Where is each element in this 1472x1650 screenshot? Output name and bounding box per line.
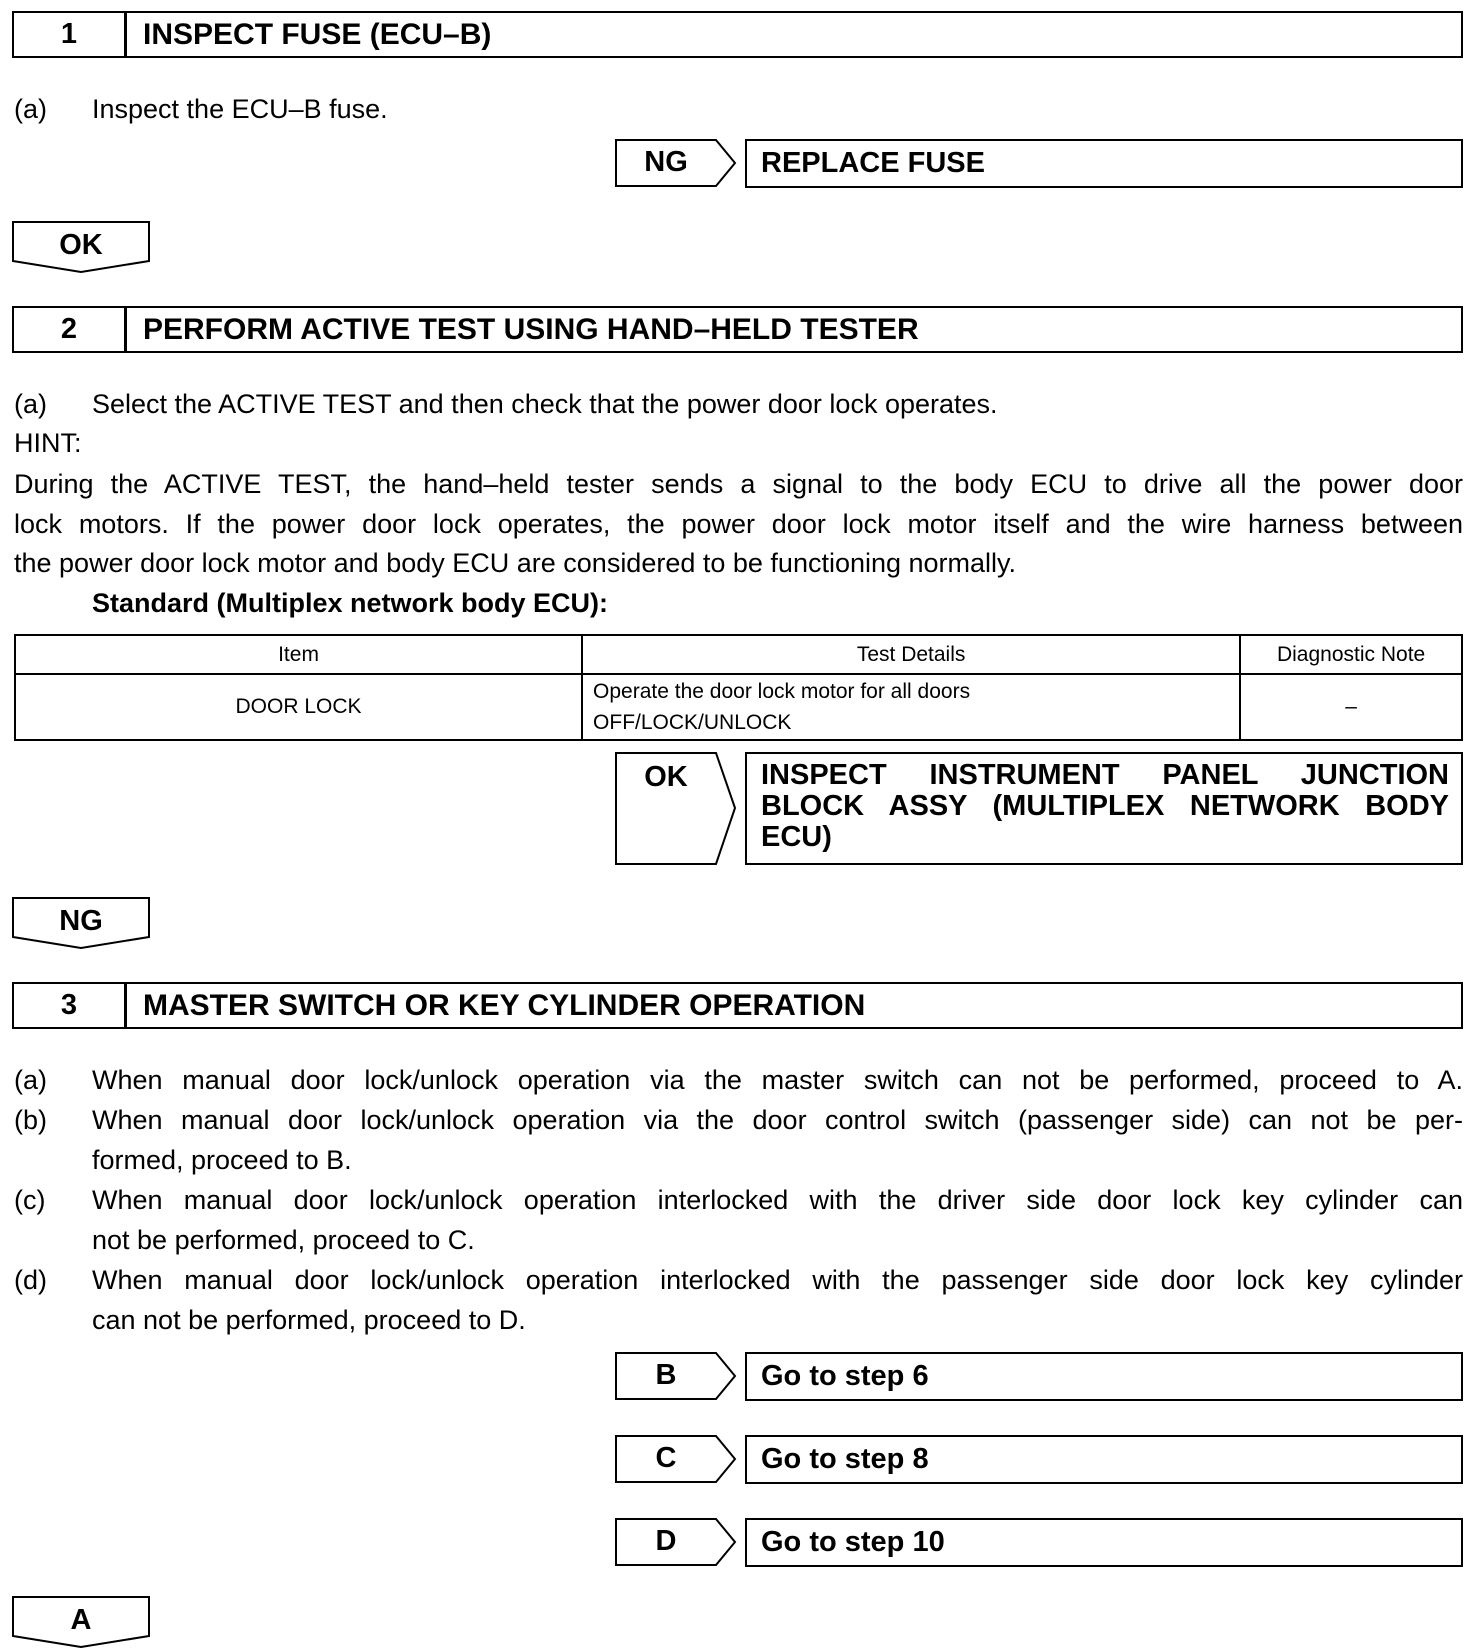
branch-label: D <box>655 1525 677 1557</box>
step-2-header <box>12 306 1463 353</box>
result-line: INSPECT INSTRUMENT PANEL JUNCTION <box>761 759 1449 791</box>
table-cell-details <box>582 674 1240 740</box>
item-line: formed, proceed to B. <box>92 1145 352 1175</box>
b-branch-arrow[interactable] <box>615 1352 737 1400</box>
details-line: Operate the door lock motor for all doors <box>593 680 971 703</box>
ok-branch-arrow[interactable] <box>12 221 150 273</box>
item-label: (d) <box>14 1265 47 1295</box>
table-row <box>15 674 1462 740</box>
item-line: When manual door lock/unlock operation interlocked with the driver side door lock key cylinder can <box>92 1185 1463 1215</box>
item-line: not be performed, proceed to C. <box>92 1225 475 1255</box>
go-to-step-10-result[interactable] <box>745 1518 1463 1567</box>
inspect-junction-block-result[interactable] <box>745 752 1463 865</box>
result-text: Go to step 6 <box>761 1360 929 1392</box>
ng-branch-arrow[interactable] <box>12 897 150 949</box>
hint-line: During the ACTIVE TEST, the hand–held tester sends a signal to the body ECU to drive all the power door <box>14 469 1463 499</box>
item-label: (b) <box>14 1105 47 1135</box>
standard-table <box>14 634 1463 741</box>
branch-label: A <box>70 1604 92 1636</box>
result-text: Go to step 10 <box>761 1526 945 1558</box>
c-branch-arrow[interactable] <box>615 1435 737 1483</box>
step-title: INSPECT FUSE (ECU–B) <box>143 17 492 51</box>
go-to-step-8-result[interactable] <box>745 1435 1463 1484</box>
ng-branch-arrow[interactable] <box>615 139 737 187</box>
item-line: When manual door lock/unlock operation via the master switch can not be performed, proceed to A. <box>92 1065 1463 1095</box>
ok-branch-arrow[interactable] <box>615 752 737 865</box>
hint-label: HINT: <box>14 428 82 458</box>
result-line: BLOCK ASSY (MULTIPLEX NETWORK BODY <box>761 790 1449 822</box>
table-header-cell: Diagnostic Note <box>1240 635 1462 674</box>
branch-label: OK <box>59 229 103 261</box>
table-header-cell: Item <box>15 635 582 674</box>
details-line: OFF/LOCK/UNLOCK <box>593 711 792 734</box>
replace-fuse-result[interactable] <box>745 139 1463 188</box>
step-1-header <box>12 11 1463 58</box>
step-number: 3 <box>14 984 127 1027</box>
step-3-header <box>12 982 1463 1029</box>
step-number: 2 <box>14 308 127 351</box>
item-text: Select the ACTIVE TEST and then check that the power door lock operates. <box>92 389 998 419</box>
item-label: (a) <box>14 1065 47 1095</box>
step-title: PERFORM ACTIVE TEST USING HAND–HELD TESTER <box>143 312 919 346</box>
table-header-row <box>15 635 1462 674</box>
branch-label: C <box>655 1442 677 1474</box>
hint-line: lock motors. If the power door lock operates, the power door lock motor itself and the wire harness between <box>14 509 1463 539</box>
standard-label: Standard (Multiplex network body ECU): <box>92 588 609 618</box>
table-header-cell: Test Details <box>582 635 1240 674</box>
result-line: ECU) <box>761 821 832 853</box>
step-number: 1 <box>14 13 127 56</box>
branch-label: NG <box>644 146 688 178</box>
step-title: MASTER SWITCH OR KEY CYLINDER OPERATION <box>143 988 866 1022</box>
item-line: can not be performed, proceed to D. <box>92 1305 526 1335</box>
item-line: When manual door lock/unlock operation via the door control switch (passenger side) can not be per- <box>92 1105 1463 1135</box>
item-label: (a) <box>14 94 47 124</box>
hint-line: the power door lock motor and body ECU are considered to be functioning normally. <box>14 548 1017 578</box>
item-text: Inspect the ECU–B fuse. <box>92 94 388 124</box>
branch-label: NG <box>59 905 103 937</box>
d-branch-arrow[interactable] <box>615 1518 737 1566</box>
branch-label: B <box>655 1359 677 1391</box>
a-branch-arrow[interactable] <box>12 1596 150 1648</box>
item-label: (c) <box>14 1185 46 1215</box>
go-to-step-6-result[interactable] <box>745 1352 1463 1401</box>
item-line: When manual door lock/unlock operation interlocked with the passenger side door lock key cylinder <box>92 1265 1463 1295</box>
table-cell-item: DOOR LOCK <box>15 674 582 740</box>
result-text: REPLACE FUSE <box>761 147 985 179</box>
result-text: Go to step 8 <box>761 1443 929 1475</box>
table-cell-note: – <box>1240 674 1462 740</box>
item-label: (a) <box>14 389 47 419</box>
branch-label: OK <box>644 761 688 793</box>
